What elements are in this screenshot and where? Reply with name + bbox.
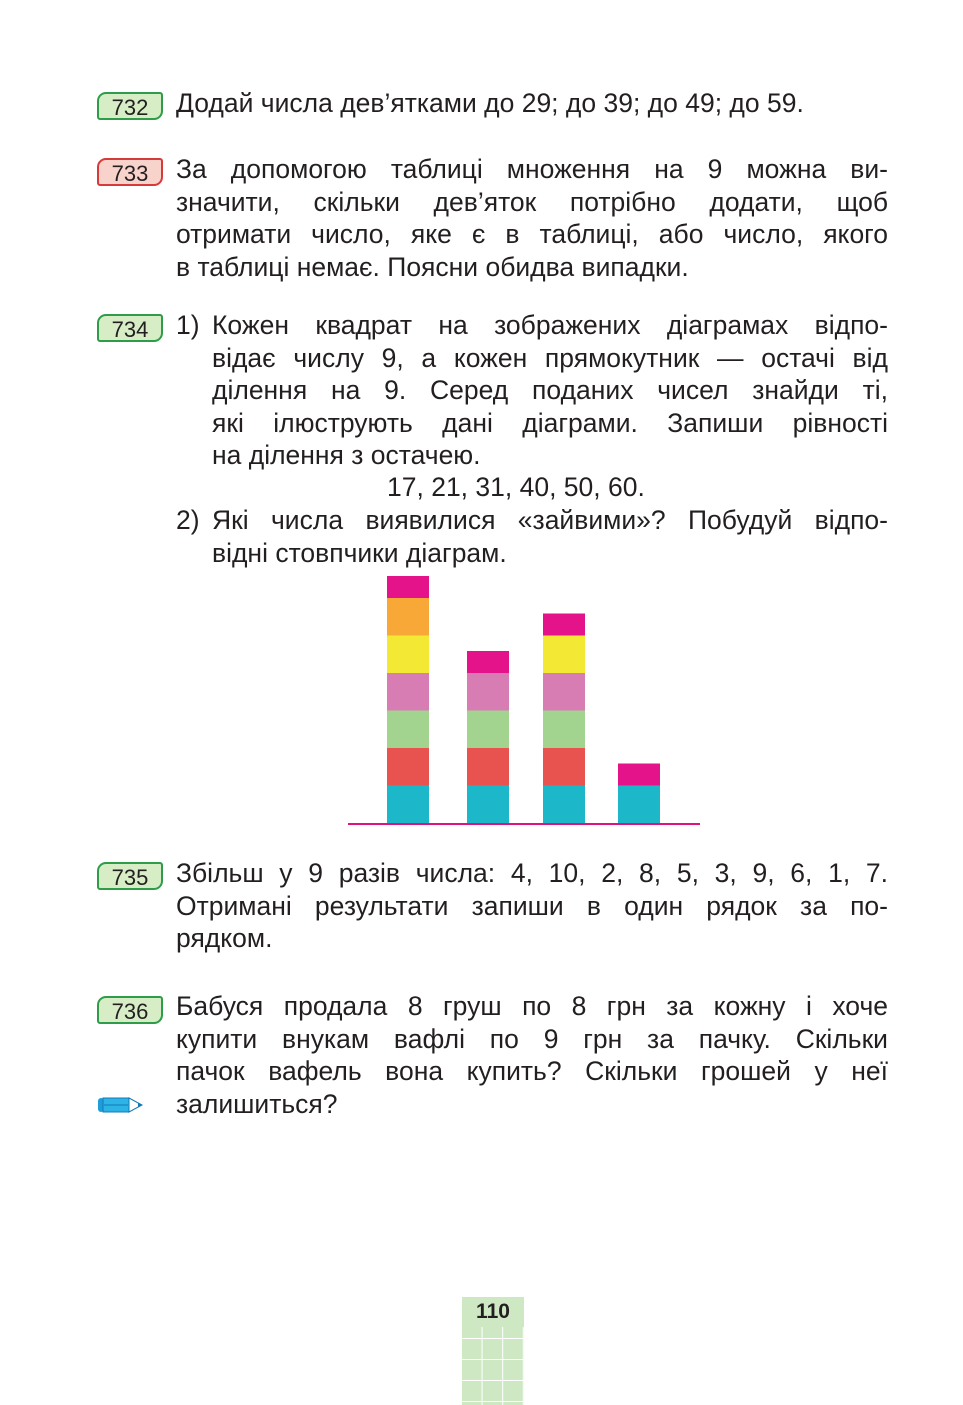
diagram-square — [543, 786, 585, 824]
text-line: відає числу 9, а кожен прямокутник — остачі від — [212, 342, 888, 373]
text-line: Бабуся продала 8 груш по 8 грн за кожну і хоче — [176, 991, 888, 1021]
diagram-column — [467, 651, 509, 823]
diagram-column — [543, 614, 585, 824]
text-line: отримати число, яке є в таблиці, або число, якого — [176, 219, 888, 249]
diagram-column — [618, 764, 660, 824]
exercise-text — [176, 87, 888, 120]
part-number: 1) — [176, 310, 200, 340]
exercise-number-badge: 733 — [97, 158, 163, 186]
diagram-remainder-rect — [467, 651, 509, 673]
part-text — [212, 309, 888, 472]
exercise-number-badge: 734 — [97, 314, 163, 342]
text-line: які ілюструють дані діаграми. Запиши рівності — [212, 407, 888, 438]
exercise-text — [176, 990, 888, 1120]
diagram-square — [387, 598, 429, 636]
exercise-number-badge: 732 — [97, 92, 163, 120]
pencil-icon — [97, 1095, 145, 1115]
text-line: значити, скільки дев’яток потрібно додати, щоб — [176, 186, 888, 217]
diagram-column — [387, 576, 429, 823]
diagram-columns — [330, 570, 710, 832]
diagram-square — [387, 711, 429, 749]
diagram-square — [387, 636, 429, 674]
text-line: Які числа виявилися «зайвими»? Побудуй відпо- — [212, 505, 888, 535]
part-number: 2) — [176, 505, 200, 535]
text-line: Отримані результати запиши в один рядок за по- — [176, 890, 888, 921]
part-text — [212, 504, 888, 569]
text-line: на ділення з остачею. — [212, 440, 481, 470]
text-line: купити внукам вафлі по 9 грн за пачку. Скільки — [176, 1023, 888, 1054]
diagram-square — [467, 786, 509, 824]
text-line: пачок вафель вона купить? Скільки грошей у неї — [176, 1056, 888, 1086]
diagram-square — [387, 748, 429, 786]
diagram-remainder-rect — [387, 576, 429, 598]
diagram-square — [387, 673, 429, 711]
text-line: Кожен квадрат на зображених діаграмах відпо- — [212, 310, 888, 340]
numbers-line: 17, 21, 31, 40, 50, 60. — [387, 472, 645, 502]
text-line: рядком. — [176, 923, 273, 953]
exercise-number-badge: 735 — [97, 862, 163, 890]
diagram-square — [543, 748, 585, 786]
diagram-square — [543, 636, 585, 674]
text-line: в таблиці немає. Поясни обидва випадки. — [176, 251, 689, 282]
diagram-square — [387, 786, 429, 824]
exercise-text — [176, 153, 888, 283]
diagram-remainder-rect — [543, 614, 585, 636]
exercise-text — [176, 857, 888, 955]
diagram-square — [543, 673, 585, 711]
text-line: Збільш у 9 разів числа: 4, 10, 2, 8, 5, 3, 9, 6, 1, 7. — [176, 858, 888, 888]
diagram-square — [618, 786, 660, 824]
text-line: залишиться? — [176, 1088, 338, 1119]
text-line: За допомогою таблиці множення на 9 можна ви- — [176, 154, 888, 184]
diagram-square — [467, 748, 509, 786]
text-line: відні стовпчики діаграм. — [212, 537, 507, 568]
diagram-square — [543, 711, 585, 749]
page-number: 110 — [462, 1297, 524, 1327]
diagram-remainder-rect — [618, 764, 660, 786]
exercise-number-badge: 736 — [97, 996, 163, 1024]
diagram-square — [467, 673, 509, 711]
text-line: Додай числа дев’ятками до 29; до 39; до 49; до 59. — [176, 88, 804, 118]
diagram-square — [467, 711, 509, 749]
text-line: ділення на 9. Серед поданих чисел знайди ті, — [212, 375, 888, 405]
